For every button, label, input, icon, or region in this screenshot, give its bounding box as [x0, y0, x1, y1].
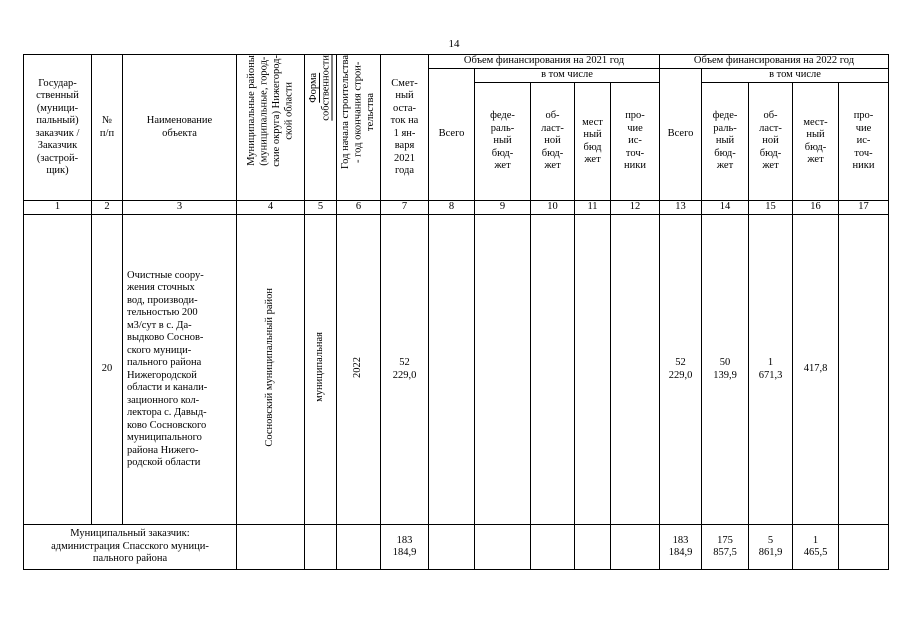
header-regional-2022: об- ласт- ной бюд- жет — [749, 83, 793, 201]
header-federal-2021: феде- раль- ный бюд- жет — [475, 83, 531, 201]
row-num: 20 — [92, 215, 123, 525]
header-district-cell — [237, 55, 305, 201]
summary-empty-cell — [429, 525, 475, 570]
summary-empty-cell — [337, 525, 381, 570]
header-district: Муниципальные районы (муниципальные, город- ские округа) Нижегород- ской области — [245, 55, 294, 167]
row-federal-2022: 50 139,9 — [702, 215, 749, 525]
column-number: 17 — [839, 201, 889, 215]
row-year-cell — [337, 215, 381, 525]
summary-empty-cell — [237, 525, 305, 570]
header-including-2021: в том числе — [475, 69, 660, 83]
header-total-2022: Всего — [660, 69, 702, 201]
column-number: 7 — [381, 201, 429, 215]
summary-local-2022: 1 465,5 — [793, 525, 839, 570]
summary-empty-cell — [531, 525, 575, 570]
header-num: № п/п — [92, 55, 123, 201]
column-number: 11 — [575, 201, 611, 215]
column-number: 8 — [429, 201, 475, 215]
column-number: 4 — [237, 201, 305, 215]
header-other-2022: про- чие ис- точ- ники — [839, 83, 889, 201]
header-total-2021: Всего — [429, 69, 475, 201]
row-year: 2022 — [352, 356, 364, 378]
row-other-2022 — [839, 215, 889, 525]
summary-federal-2022: 175 857,5 — [702, 525, 749, 570]
header-years-cell — [337, 55, 381, 201]
column-number: 13 — [660, 201, 702, 215]
header-local-2022: мест- ный бюд- жет — [793, 83, 839, 201]
header-local-2021: мест ный бюд жет — [575, 83, 611, 201]
column-number: 2 — [92, 201, 123, 215]
row-local-2022: 417,8 — [793, 215, 839, 525]
table-row — [24, 215, 889, 525]
header-fin-2022: Объем финансирования на 2022 год — [660, 55, 889, 69]
page-number: 14 — [448, 38, 460, 50]
header-including-2022: в том числе — [702, 69, 889, 83]
investment-table — [23, 54, 889, 570]
row-total-2022: 52 229,0 — [660, 215, 702, 525]
column-number: 1 — [24, 201, 92, 215]
column-number: 3 — [123, 201, 237, 215]
column-number: 12 — [611, 201, 660, 215]
row-district: Сосновский муниципальный район — [264, 287, 276, 447]
header-other-2021: про- чие ис- точ- ники — [611, 83, 660, 201]
header-regional-2021: об- ласт- ной бюд- жет — [531, 83, 575, 201]
header-ownership-cell — [305, 55, 337, 201]
summary-total-2022: 183 184,9 — [660, 525, 702, 570]
header-years: Год начала строительства - год окончания строи- тельства — [339, 55, 376, 169]
row-other-2021 — [611, 215, 660, 525]
summary-balance: 183 184,9 — [381, 525, 429, 570]
column-number: 14 — [702, 201, 749, 215]
header-ownership: Форма собственности — [308, 55, 332, 121]
summary-empty-cell — [305, 525, 337, 570]
summary-empty-cell — [475, 525, 531, 570]
header-object-name: Наименование объекта — [123, 55, 237, 201]
summary-row — [24, 525, 889, 570]
column-number: 16 — [793, 201, 839, 215]
summary-empty-cell — [575, 525, 611, 570]
row-customer — [24, 215, 92, 525]
column-number: 9 — [475, 201, 531, 215]
summary-label: Муниципальный заказчик: администрация Спасского муници- пального района — [24, 525, 237, 570]
summary-empty-cell — [611, 525, 660, 570]
row-regional-2022: 1 671,3 — [749, 215, 793, 525]
row-local-2021 — [575, 215, 611, 525]
row-total-2021 — [429, 215, 475, 525]
row-district-cell — [237, 215, 305, 525]
row-ownership: муниципальная — [314, 332, 326, 403]
row-balance: 52 229,0 — [381, 215, 429, 525]
header-balance: Смет- ный оста- ток на 1 ян- варя 2021 года — [381, 55, 429, 201]
column-number: 5 — [305, 201, 337, 215]
row-regional-2021 — [531, 215, 575, 525]
row-federal-2021 — [475, 215, 531, 525]
column-number: 15 — [749, 201, 793, 215]
row-object-name: Очистные соору- жения сточных вод, производи- тельностью 200 м3/сут в с. Да- выдково Соснов- ского муници- пального района Нижегородской области и канали- зационного кол- лектора с. Давыд- ково Сосновского муниципального района Нижего- родской области — [123, 215, 237, 525]
header-federal-2022: феде- раль- ный бюд- жет — [702, 83, 749, 201]
column-number: 6 — [337, 201, 381, 215]
summary-empty-cell — [839, 525, 889, 570]
column-number-row — [24, 201, 889, 215]
header-customer: Государ- ственный (муници- пальный) заказчик / Заказчик (застрой- щик) — [24, 55, 92, 201]
header-fin-2021: Объем финансирования на 2021 год — [429, 55, 660, 69]
column-number: 10 — [531, 201, 575, 215]
summary-regional-2022: 5 861,9 — [749, 525, 793, 570]
row-ownership-cell — [305, 215, 337, 525]
